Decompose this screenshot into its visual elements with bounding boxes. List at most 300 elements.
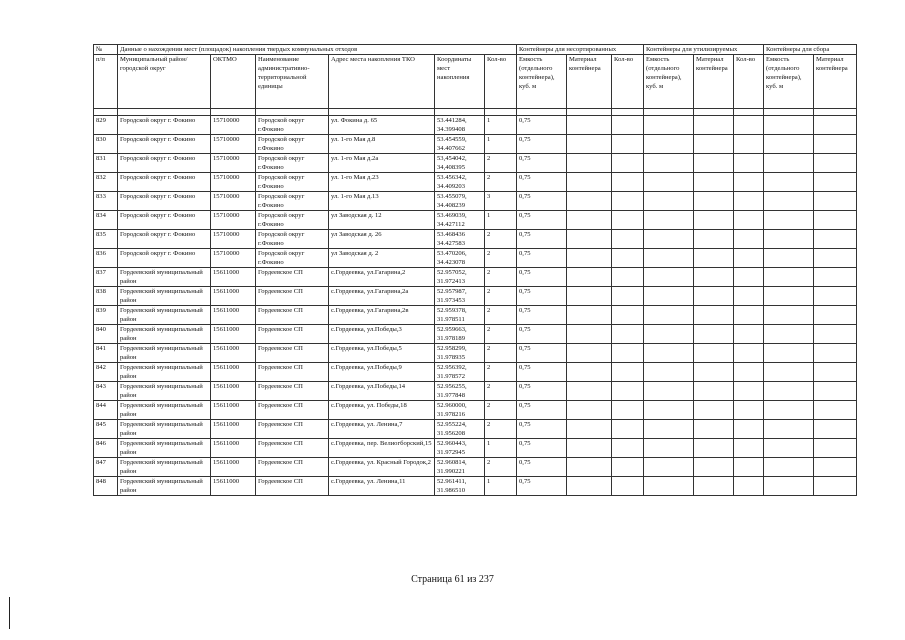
cell-empty: [612, 306, 644, 325]
cell-empty: [612, 401, 644, 420]
cell-empty: [567, 135, 612, 154]
cell-empty: [567, 192, 612, 211]
cell-district: Городской округ г. Фокино: [118, 135, 211, 154]
cell-capacity: 0,75: [517, 249, 567, 268]
cell-empty: [764, 211, 814, 230]
cell-unit: Гордеевское СП: [256, 344, 329, 363]
cell-capacity: 0,75: [517, 154, 567, 173]
cell-district: Городской округ г. Фокино: [118, 249, 211, 268]
cell-empty: [644, 439, 694, 458]
cell-empty: [734, 420, 764, 439]
table-row: [94, 249, 857, 268]
cell-empty: [612, 325, 644, 344]
cell-coords: 53.456342, 34.409203: [435, 173, 485, 192]
cell-coords: 52.960000, 31.978216: [435, 401, 485, 420]
cell-oktmo: 15710000: [211, 154, 256, 173]
table-row: [94, 458, 857, 477]
cell-count: 2: [485, 173, 517, 192]
table-row: [94, 420, 857, 439]
cell-empty: [814, 382, 857, 401]
cell-empty: [814, 420, 857, 439]
spacer-cell: [256, 109, 329, 116]
cell-count: 2: [485, 325, 517, 344]
cell-empty: [612, 135, 644, 154]
cell-num: 838: [94, 287, 118, 306]
column-header: Муниципальный район/городской округ: [118, 55, 211, 109]
column-header: Координаты мест накопления: [435, 55, 485, 109]
cell-num: 832: [94, 173, 118, 192]
cell-empty: [694, 306, 734, 325]
cell-empty: [644, 458, 694, 477]
cell-address: с.Гордеевка, ул.Победы,9: [329, 363, 435, 382]
cell-coords: 52.957987, 31.973453: [435, 287, 485, 306]
cell-coords: 53.441284, 34.399408: [435, 116, 485, 135]
cell-capacity: 0,75: [517, 230, 567, 249]
cell-empty: [644, 116, 694, 135]
cell-empty: [764, 230, 814, 249]
table-row: [94, 401, 857, 420]
cell-empty: [814, 477, 857, 496]
spacer-cell: [814, 109, 857, 116]
cell-address: ул Заводская д. 12: [329, 211, 435, 230]
cell-unit: Гордеевское СП: [256, 325, 329, 344]
cell-empty: [814, 363, 857, 382]
cell-count: 2: [485, 401, 517, 420]
cell-empty: [764, 268, 814, 287]
cell-oktmo: 15611000: [211, 344, 256, 363]
cell-empty: [764, 116, 814, 135]
cell-oktmo: 15710000: [211, 116, 256, 135]
cell-address: ул Заводская д. 2: [329, 249, 435, 268]
cell-empty: [644, 363, 694, 382]
cell-empty: [612, 477, 644, 496]
cell-num: 842: [94, 363, 118, 382]
cell-unit: Городской округ г.Фокино: [256, 135, 329, 154]
cell-empty: [764, 325, 814, 344]
column-header: Кол-во: [734, 55, 764, 109]
table-row: [94, 211, 857, 230]
cell-empty: [567, 268, 612, 287]
cell-coords: 52.957052, 31.972413: [435, 268, 485, 287]
cell-oktmo: 15710000: [211, 173, 256, 192]
cell-empty: [764, 458, 814, 477]
cell-num: 836: [94, 249, 118, 268]
cell-oktmo: 15611000: [211, 306, 256, 325]
cell-empty: [814, 287, 857, 306]
cell-empty: [644, 287, 694, 306]
cell-address: с.Гордеевка, ул.Гагарина,2в: [329, 306, 435, 325]
cell-empty: [612, 268, 644, 287]
cell-coords: 53.454559, 34.407662: [435, 135, 485, 154]
cell-empty: [612, 458, 644, 477]
cell-num: 837: [94, 268, 118, 287]
cell-district: Городской округ г. Фокино: [118, 230, 211, 249]
header-spacer-row: [94, 109, 857, 116]
cell-oktmo: 15611000: [211, 363, 256, 382]
cell-empty: [734, 230, 764, 249]
cell-empty: [764, 344, 814, 363]
cell-capacity: 0,75: [517, 458, 567, 477]
cell-empty: [567, 325, 612, 344]
cell-district: Гордеевский муниципальный район: [118, 458, 211, 477]
cell-address: с.Гордеевка, ул. Ленина,7: [329, 420, 435, 439]
cell-empty: [612, 344, 644, 363]
cell-oktmo: 15710000: [211, 230, 256, 249]
cell-num: 844: [94, 401, 118, 420]
cell-empty: [567, 458, 612, 477]
cell-empty: [694, 211, 734, 230]
column-header: Кол-во: [612, 55, 644, 109]
cell-empty: [764, 287, 814, 306]
cell-coords: 53,454042, 34,408395: [435, 154, 485, 173]
cell-district: Гордеевский муниципальный район: [118, 439, 211, 458]
cell-empty: [644, 325, 694, 344]
cell-empty: [694, 363, 734, 382]
spacer-cell: [211, 109, 256, 116]
column-header: Кол-во: [485, 55, 517, 109]
cell-count: 2: [485, 420, 517, 439]
cell-coords: 52.959378, 31.978511: [435, 306, 485, 325]
cell-count: 1: [485, 439, 517, 458]
cell-empty: [694, 420, 734, 439]
cell-count: 3: [485, 192, 517, 211]
spacer-cell: [329, 109, 435, 116]
cell-district: Гордеевский муниципальный район: [118, 287, 211, 306]
cell-capacity: 0,75: [517, 287, 567, 306]
cell-empty: [644, 268, 694, 287]
cell-empty: [734, 439, 764, 458]
table-row: [94, 230, 857, 249]
cell-address: с.Гордеевка, ул.Гагарина,2: [329, 268, 435, 287]
cell-empty: [694, 344, 734, 363]
cell-capacity: 0,75: [517, 382, 567, 401]
column-header: Наименование административно-территориальной единицы: [256, 55, 329, 109]
cell-empty: [567, 287, 612, 306]
cell-num: 834: [94, 211, 118, 230]
cell-empty: [694, 173, 734, 192]
cell-address: ул. 1-го Мая д.8: [329, 135, 435, 154]
table-row: [94, 192, 857, 211]
cell-count: 1: [485, 477, 517, 496]
cell-empty: [734, 173, 764, 192]
cell-capacity: 0,75: [517, 135, 567, 154]
spacer-cell: [435, 109, 485, 116]
cell-oktmo: 15611000: [211, 439, 256, 458]
table-row: [94, 268, 857, 287]
cell-district: Гордеевский муниципальный район: [118, 420, 211, 439]
cell-empty: [644, 249, 694, 268]
cell-address: с.Гордеевка, ул.Победы,3: [329, 325, 435, 344]
cell-empty: [644, 401, 694, 420]
cell-district: Гордеевский муниципальный район: [118, 382, 211, 401]
cell-capacity: 0,75: [517, 363, 567, 382]
cell-district: Городской округ г. Фокино: [118, 154, 211, 173]
cell-empty: [814, 154, 857, 173]
cell-capacity: 0,75: [517, 306, 567, 325]
cell-coords: 52.958299, 31.978935: [435, 344, 485, 363]
table-row: [94, 135, 857, 154]
cell-empty: [814, 211, 857, 230]
cell-oktmo: 15611000: [211, 382, 256, 401]
cell-district: Гордеевский муниципальный район: [118, 401, 211, 420]
cell-empty: [764, 439, 814, 458]
cell-num: 831: [94, 154, 118, 173]
cell-empty: [644, 211, 694, 230]
cell-oktmo: 15611000: [211, 477, 256, 496]
cell-empty: [612, 173, 644, 192]
cell-empty: [694, 477, 734, 496]
cell-num: 846: [94, 439, 118, 458]
cell-empty: [734, 268, 764, 287]
cell-empty: [694, 382, 734, 401]
cell-empty: [764, 154, 814, 173]
cell-empty: [567, 230, 612, 249]
header-num: №: [94, 45, 118, 55]
cell-capacity: 0,75: [517, 192, 567, 211]
column-header: Материал контейнера: [567, 55, 612, 109]
cell-empty: [567, 249, 612, 268]
cell-num: 843: [94, 382, 118, 401]
table-row: [94, 154, 857, 173]
cell-coords: 52.956392, 31.978572: [435, 363, 485, 382]
cell-empty: [567, 116, 612, 135]
cell-empty: [734, 116, 764, 135]
cell-oktmo: 15611000: [211, 401, 256, 420]
cell-empty: [814, 268, 857, 287]
cell-empty: [734, 382, 764, 401]
cell-address: с.Гордеевка, ул. Победы,18: [329, 401, 435, 420]
cell-empty: [764, 249, 814, 268]
spacer-cell: [94, 109, 118, 116]
cell-capacity: 0,75: [517, 116, 567, 135]
cell-empty: [694, 192, 734, 211]
cell-oktmo: 15710000: [211, 249, 256, 268]
cell-oktmo: 15611000: [211, 287, 256, 306]
cell-empty: [694, 325, 734, 344]
cell-coords: 52.955224, 31.956208: [435, 420, 485, 439]
cell-num: 840: [94, 325, 118, 344]
cell-empty: [734, 306, 764, 325]
cell-empty: [764, 192, 814, 211]
cell-num: 835: [94, 230, 118, 249]
cell-empty: [644, 477, 694, 496]
cell-empty: [612, 192, 644, 211]
table-row: [94, 382, 857, 401]
cell-empty: [764, 477, 814, 496]
cell-address: ул. 1-го Мая д.13: [329, 192, 435, 211]
cell-unit: Гордеевское СП: [256, 382, 329, 401]
cell-unit: Городской округ г.Фокино: [256, 249, 329, 268]
cell-address: ул. 1-го Мая д.23: [329, 173, 435, 192]
cell-empty: [644, 173, 694, 192]
page-number: Страница 61 из 237: [411, 574, 494, 585]
column-header: Материал контейнера: [694, 55, 734, 109]
cell-capacity: 0,75: [517, 344, 567, 363]
table-row: [94, 363, 857, 382]
cell-capacity: 0,75: [517, 211, 567, 230]
cell-empty: [644, 344, 694, 363]
cell-oktmo: 15611000: [211, 325, 256, 344]
cell-num: 839: [94, 306, 118, 325]
cell-district: Гордеевский муниципальный район: [118, 344, 211, 363]
cell-count: 2: [485, 382, 517, 401]
cell-empty: [644, 420, 694, 439]
cell-empty: [694, 439, 734, 458]
cell-count: 2: [485, 287, 517, 306]
cell-empty: [814, 306, 857, 325]
spacer-cell: [734, 109, 764, 116]
cell-empty: [612, 211, 644, 230]
cell-count: 1: [485, 135, 517, 154]
spacer-cell: [567, 109, 612, 116]
cell-empty: [814, 401, 857, 420]
cell-empty: [694, 135, 734, 154]
table-row: [94, 477, 857, 496]
cell-oktmo: 15611000: [211, 268, 256, 287]
cell-capacity: 0,75: [517, 420, 567, 439]
cell-empty: [694, 230, 734, 249]
cell-empty: [734, 401, 764, 420]
cell-empty: [764, 401, 814, 420]
cell-address: с.Гордеевка, пер. Велиогборский,15: [329, 439, 435, 458]
column-header: Адрес места накопления ТКО: [329, 55, 435, 109]
header-unsorted-containers: Контейнеры для несортированных: [517, 45, 644, 55]
table-row: [94, 325, 857, 344]
spacer-cell: [517, 109, 567, 116]
cell-coords: 53.470206, 34.423078: [435, 249, 485, 268]
cell-empty: [612, 249, 644, 268]
cell-num: 833: [94, 192, 118, 211]
cell-capacity: 0,75: [517, 173, 567, 192]
cell-count: 2: [485, 306, 517, 325]
cell-address: с.Гордеевка, ул.Победы,14: [329, 382, 435, 401]
cell-empty: [764, 173, 814, 192]
cell-empty: [814, 344, 857, 363]
cell-empty: [814, 439, 857, 458]
cell-coords: 53.455079, 34.408239: [435, 192, 485, 211]
cell-empty: [814, 325, 857, 344]
cell-empty: [567, 401, 612, 420]
cell-empty: [734, 192, 764, 211]
cell-unit: Гордеевское СП: [256, 458, 329, 477]
cell-district: Гордеевский муниципальный район: [118, 306, 211, 325]
table-row: [94, 306, 857, 325]
cell-empty: [734, 211, 764, 230]
cell-unit: Гордеевское СП: [256, 363, 329, 382]
cell-empty: [567, 477, 612, 496]
waste-sites-table: [93, 44, 857, 496]
column-header: Емкость (отдельного контейнера), куб. м: [644, 55, 694, 109]
column-header-row: [94, 55, 857, 109]
cell-empty: [734, 458, 764, 477]
cell-num: 848: [94, 477, 118, 496]
cell-empty: [734, 344, 764, 363]
cell-empty: [567, 173, 612, 192]
cell-district: Гордеевский муниципальный район: [118, 477, 211, 496]
cell-empty: [694, 116, 734, 135]
cell-empty: [764, 382, 814, 401]
cell-empty: [644, 154, 694, 173]
spacer-cell: [694, 109, 734, 116]
cell-count: 2: [485, 344, 517, 363]
cell-address: ул. 1-го Мая д.2а: [329, 154, 435, 173]
cell-address: с.Гордеевка, ул. Ленина,11: [329, 477, 435, 496]
cell-unit: Городской округ г.Фокино: [256, 173, 329, 192]
cell-coords: 52.961411, 31.986510: [435, 477, 485, 496]
cell-address: с.Гордеевка, ул. Красный Городок,2: [329, 458, 435, 477]
cell-capacity: 0,75: [517, 325, 567, 344]
cell-empty: [644, 306, 694, 325]
cell-oktmo: 15710000: [211, 135, 256, 154]
cell-unit: Городской округ г.Фокино: [256, 211, 329, 230]
cell-empty: [814, 458, 857, 477]
cell-count: 2: [485, 154, 517, 173]
cell-empty: [644, 135, 694, 154]
margin-line: [9, 597, 10, 629]
cell-unit: Городской округ г.Фокино: [256, 116, 329, 135]
cell-address: ул. Фокина д. 65: [329, 116, 435, 135]
cell-district: Гордеевский муниципальный район: [118, 363, 211, 382]
cell-unit: Городской округ г.Фокино: [256, 192, 329, 211]
cell-unit: Гордеевское СП: [256, 477, 329, 496]
cell-count: 2: [485, 230, 517, 249]
cell-oktmo: 15611000: [211, 458, 256, 477]
spacer-cell: [644, 109, 694, 116]
cell-count: 2: [485, 249, 517, 268]
cell-count: 2: [485, 363, 517, 382]
cell-coords: 52.956255, 31.977848: [435, 382, 485, 401]
column-header: п/п: [94, 55, 118, 109]
cell-empty: [694, 458, 734, 477]
cell-empty: [764, 135, 814, 154]
spacer-cell: [612, 109, 644, 116]
cell-num: 830: [94, 135, 118, 154]
cell-empty: [694, 268, 734, 287]
spacer-cell: [485, 109, 517, 116]
cell-empty: [734, 363, 764, 382]
cell-num: 847: [94, 458, 118, 477]
table-row: [94, 287, 857, 306]
cell-capacity: 0,75: [517, 401, 567, 420]
cell-empty: [814, 192, 857, 211]
cell-empty: [612, 382, 644, 401]
cell-empty: [814, 230, 857, 249]
cell-empty: [567, 211, 612, 230]
cell-district: Городской округ г. Фокино: [118, 211, 211, 230]
cell-empty: [764, 420, 814, 439]
cell-empty: [734, 287, 764, 306]
cell-unit: Гордеевское СП: [256, 268, 329, 287]
cell-district: Городской округ г. Фокино: [118, 192, 211, 211]
cell-empty: [567, 154, 612, 173]
table-body: [94, 116, 857, 496]
cell-num: 841: [94, 344, 118, 363]
column-header: Емкость (отдельного контейнера), куб. м: [764, 55, 814, 109]
cell-empty: [814, 249, 857, 268]
cell-empty: [567, 382, 612, 401]
cell-empty: [612, 363, 644, 382]
cell-empty: [612, 287, 644, 306]
cell-empty: [734, 325, 764, 344]
header-recyclable-containers: Контейнеры для утилизируемых: [644, 45, 764, 55]
column-header: Материал контейнера: [814, 55, 857, 109]
cell-district: Городской округ г. Фокино: [118, 173, 211, 192]
cell-empty: [734, 154, 764, 173]
cell-capacity: 0,75: [517, 439, 567, 458]
cell-empty: [644, 192, 694, 211]
header-collection-containers: Контейнеры для сбора: [764, 45, 857, 55]
cell-address: с.Гордеевка, ул.Гагарина,2а: [329, 287, 435, 306]
